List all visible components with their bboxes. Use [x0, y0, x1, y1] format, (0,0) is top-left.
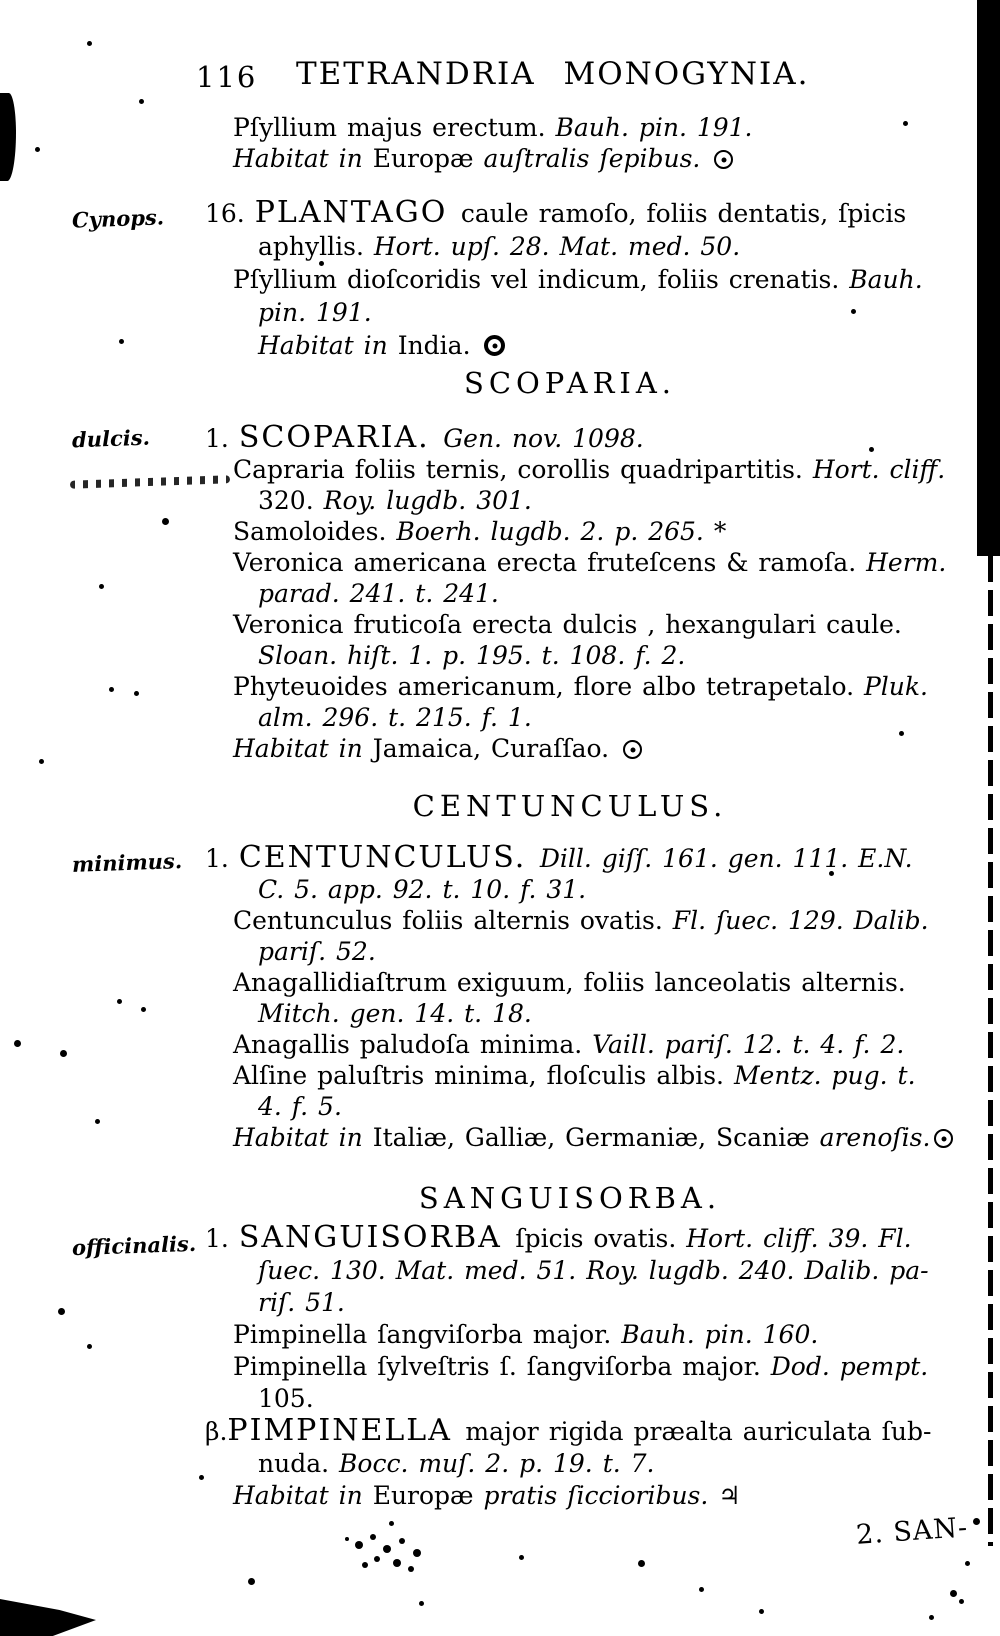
sun-symbol-icon: [714, 150, 733, 169]
text-segment: Phyteuoides americanum, flore albo tetrapetalo.: [233, 672, 864, 701]
entry-scoparia: [0, 422, 1000, 764]
text-segment: Bauh.: [849, 265, 923, 294]
entry-plantago-16: [0, 196, 1000, 362]
text-segment: riſ. 51.: [258, 1288, 345, 1317]
text-line: [233, 609, 1000, 640]
text-segment: 1.: [205, 844, 239, 873]
margin-label-sanguisorba: officinalis.: [71, 1230, 197, 1261]
text-segment: India.: [397, 331, 481, 360]
text-segment: Hort. cliff. 39. Fl.: [686, 1224, 912, 1253]
text-segment: Veronica americana erecta fruteſcens & ramoſa.: [233, 548, 867, 577]
text-segment: Mentz. pug. t.: [733, 1061, 916, 1090]
text-segment: Jamaica, Curaſſao.: [372, 734, 620, 763]
text-line: [258, 998, 1000, 1029]
text-segment: Habitat in: [233, 734, 373, 763]
page-number: 116: [196, 60, 258, 94]
text-line: [258, 1287, 1000, 1319]
text-line: [258, 1448, 1000, 1480]
genus-heading-sanguisorba: SANGUISORBA.: [418, 1181, 722, 1215]
text-line: [205, 1222, 1000, 1255]
text-segment: Bocc. muſ. 2. p. 19. t. 7.: [339, 1449, 655, 1478]
text-line: [233, 143, 1000, 174]
text-segment: Veronica fruticoſa erecta dulcis , hexangulari caule.: [233, 610, 902, 639]
text-segment: 1.: [205, 424, 239, 453]
text-segment: Pimpinella ſylveſtris ſ. ſangviſorba major.: [233, 1352, 771, 1381]
text-segment: Mitch. gen. 14. t. 18.: [258, 999, 532, 1028]
text-segment: Habitat in: [233, 1481, 373, 1510]
text-line: [258, 1091, 1000, 1122]
entry-centunculus: [0, 842, 1000, 1153]
entry-psyllium-tail: [0, 112, 1000, 174]
text-segment: caule ramoſo, foliis dentatis, ſpicis: [460, 199, 907, 228]
text-line: [233, 516, 1000, 547]
text-line: [258, 640, 1000, 671]
text-segment: Capraria foliis ternis, corollis quadripartitis.: [233, 455, 813, 484]
text-line: [233, 1319, 1000, 1351]
text-line: [233, 263, 1000, 296]
entry-sanguisorba: [0, 1222, 1000, 1512]
text-line: [258, 230, 1000, 263]
scan-border-line: [988, 556, 993, 1546]
ink-speckle: [0, 0, 3, 3]
text-segment: nuda.: [258, 1449, 340, 1478]
sun-symbol-icon: [484, 335, 505, 356]
text-segment: Roy. lugdb. 301.: [323, 486, 532, 515]
text-segment: Habitat in: [233, 1123, 373, 1152]
text-segment: Gen. nov. 1098.: [443, 424, 644, 453]
text-line: [233, 967, 1000, 998]
text-segment: *: [713, 517, 727, 546]
text-segment: 320.: [258, 486, 324, 515]
text-segment: Dod. pempt.: [770, 1352, 929, 1381]
scan-border-bar: [977, 0, 1000, 556]
text-segment: Italiæ, Galliæ, Germaniæ, Scaniæ: [372, 1123, 820, 1152]
text-line: [233, 1060, 1000, 1091]
text-line: [258, 936, 1000, 967]
text-segment: major rigida præalta auriculata ſub-: [465, 1417, 932, 1446]
sun-symbol-icon: [934, 1129, 953, 1148]
species-name: PIMPINELLA: [227, 1413, 466, 1448]
text-segment: Fl. ſuec. 129. Dalib.: [672, 906, 929, 935]
ink-blot: [0, 1594, 96, 1636]
text-line: [233, 454, 1000, 485]
text-segment: Dill. giſſ. 161. gen. 111. E.N.: [539, 844, 913, 873]
text-segment: C. 5. app. 92. t. 10. f. 31.: [258, 875, 587, 904]
text-segment: Europæ: [372, 1481, 484, 1510]
text-line: [205, 196, 1000, 230]
species-name: SCOPARIA.: [238, 420, 444, 455]
text-line: [205, 422, 1000, 454]
text-line: [258, 874, 1000, 905]
text-segment: alm. 296. t. 215. f. 1.: [258, 703, 532, 732]
text-segment: Pluk.: [863, 672, 928, 701]
catchword: 2. SAN-: [855, 1512, 970, 1551]
text-segment: Vaill. pariſ. 12. t. 4. f. 2.: [592, 1030, 905, 1059]
text-line: [258, 578, 1000, 609]
text-line: [233, 112, 1000, 143]
text-segment: Hort. upſ. 28. Mat. med. 50.: [373, 232, 741, 261]
margin-label-plantago-16: Cynops.: [71, 204, 165, 233]
text-line: [233, 733, 1000, 764]
text-segment: Alſine paluſtris minima, floſculis albis.: [233, 1061, 734, 1090]
jupiter-symbol-icon: ♃: [718, 1481, 741, 1510]
text-segment: Bauh. pin. 160.: [621, 1320, 819, 1349]
text-segment: β.: [205, 1417, 228, 1446]
text-segment: Pſyllium majus erectum.: [233, 113, 556, 142]
running-title: TETRANDRIA MONOGYNIA.: [296, 56, 810, 92]
text-segment: Bauh. pin. 191.: [555, 113, 753, 142]
text-line: [233, 1480, 1000, 1512]
genus-heading-scoparia: SCOPARIA.: [463, 366, 677, 400]
text-line: [205, 842, 1000, 874]
text-line: [233, 905, 1000, 936]
text-segment: Europæ: [372, 144, 484, 173]
text-segment: Boerh. lugdb. 2. p. 265.: [396, 517, 714, 546]
margin-label-centunculus: minimus.: [71, 848, 183, 877]
text-segment: Samoloides.: [233, 517, 397, 546]
text-line: [233, 1122, 1000, 1153]
text-segment: 1.: [205, 1224, 239, 1253]
text-segment: Sloan. hiſt. 1. p. 195. t. 108. f. 2.: [258, 641, 686, 670]
text-segment: arenoſis.: [819, 1123, 931, 1152]
genus-heading-centunculus: CENTUNCULUS.: [412, 789, 728, 823]
text-line: [258, 1255, 1000, 1287]
text-segment: Anagallis paludoſa minima.: [233, 1030, 593, 1059]
text-segment: ſpicis ovatis.: [515, 1224, 687, 1253]
text-segment: Pimpinella ſangviſorba major.: [233, 1320, 622, 1349]
margin-label-scoparia: dulcis.: [71, 424, 151, 453]
species-name: CENTUNCULUS.: [238, 840, 540, 875]
text-segment: pratis ſiccioribus.: [483, 1481, 719, 1510]
text-segment: 105.: [258, 1384, 314, 1413]
text-segment: Anagallidiaſtrum exiguum, foliis lanceolatis alternis.: [233, 968, 906, 997]
species-name: SANGUISORBA: [238, 1220, 516, 1255]
text-segment: auſtralis ſepibus.: [483, 144, 711, 173]
text-segment: Habitat in: [233, 144, 373, 173]
text-segment: 4. f. 5.: [258, 1092, 342, 1121]
text-segment: pin. 191.: [258, 298, 372, 327]
text-line: [233, 671, 1000, 702]
text-segment: Centunculus foliis alternis ovatis.: [233, 906, 673, 935]
text-segment: 16.: [205, 199, 255, 228]
text-line: [258, 1383, 1000, 1415]
text-segment: pariſ. 52.: [258, 937, 376, 966]
species-name: PLANTAGO: [254, 195, 461, 230]
text-line: [258, 485, 1000, 516]
text-segment: aphyllis.: [258, 232, 374, 261]
text-segment: Herm.: [866, 548, 947, 577]
text-segment: Pſyllium dioſcoridis vel indicum, foliis crenatis.: [233, 265, 850, 294]
text-segment: ſuec. 130. Mat. med. 51. Roy. lugdb. 240. Dalib. pa-: [258, 1256, 929, 1285]
sun-symbol-icon: [623, 740, 642, 759]
ink-speckle: [345, 1537, 349, 1541]
text-segment: Hort. cliff.: [812, 455, 946, 484]
text-line: [205, 1415, 1000, 1448]
text-line: [233, 1029, 1000, 1060]
text-line: [233, 547, 1000, 578]
text-line: [233, 1351, 1000, 1383]
text-line: [258, 296, 1000, 329]
text-segment: parad. 241. t. 241.: [258, 579, 499, 608]
text-line: [258, 329, 1000, 362]
text-segment: Habitat in: [258, 331, 398, 360]
text-line: [258, 702, 1000, 733]
